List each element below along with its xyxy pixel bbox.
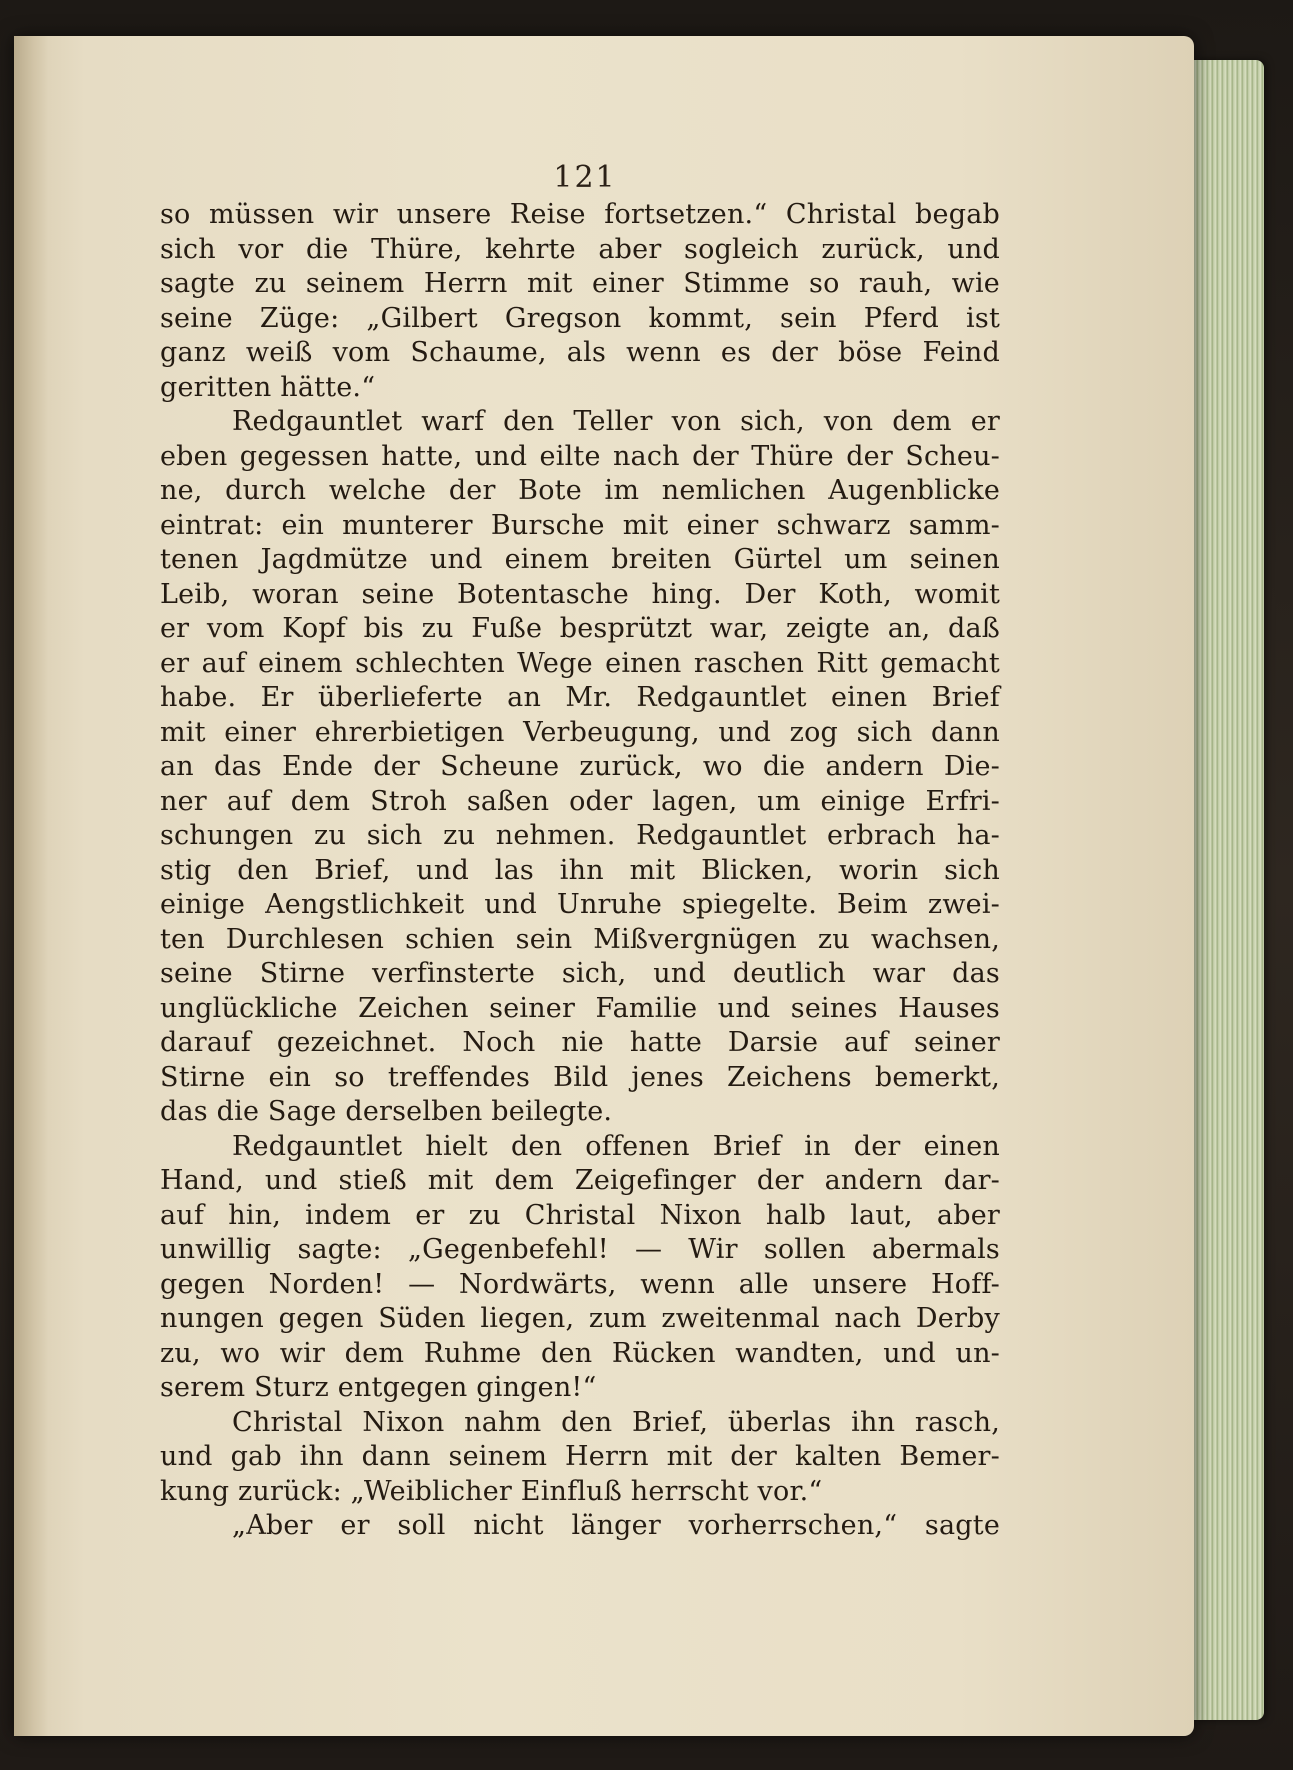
text-line: Hand, und stieß mit dem Zeigefinger der andern dar- xyxy=(160,1165,1000,1196)
text-line: ten Durchlesen schien sein Mißvergnügen zu wachsen, xyxy=(160,923,1000,955)
text-line: er auf einem schlechten Wege einen raschen Ritt gemacht xyxy=(160,647,1000,679)
text-line: Redgauntlet warf den Teller von sich, von dem er xyxy=(232,406,1000,437)
text-line: tenen Jagdmütze und einem breiten Gürtel um seinen xyxy=(160,544,1000,575)
text-line: unwillig sagte: „Gegenbefehl! — Wir sollen abermals xyxy=(160,1234,1000,1265)
text-line: geritten hätte.“ xyxy=(160,371,376,403)
text-line: auf hin, indem er zu Christal Nixon halb laut, aber xyxy=(160,1199,1000,1231)
text-line: gegen Norden! — Nordwärts, wenn alle unsere Hoff- xyxy=(160,1268,1000,1300)
text-line: einige Aengstlichkeit und Unruhe spiegelte. Beim zwei- xyxy=(160,889,1000,920)
text-line: kung zurück: „Weiblicher Einfluß herrscht vor.“ xyxy=(160,1475,823,1507)
text-line: Redgauntlet hielt den offenen Brief in der einen xyxy=(232,1130,1000,1162)
text-line: eintrat: ein munterer Bursche mit einer schwarz samm- xyxy=(160,509,1000,541)
page-text-block xyxy=(160,198,1000,1544)
text-line: ner auf dem Stroh saßen oder lagen, um einige Erfri- xyxy=(160,785,1000,817)
text-line: sich vor die Thüre, kehrte aber sogleich zurück, und xyxy=(160,233,1000,265)
text-line: an das Ende der Scheune zurück, wo die andern Die- xyxy=(160,751,1000,782)
text-line: unglückliche Zeichen seiner Familie und seines Hauses xyxy=(160,992,1000,1024)
text-line: serem Sturz entgegen gingen!“ xyxy=(160,1372,597,1403)
text-line: er vom Kopf bis zu Fuße besprützt war, zeigte an, daß xyxy=(160,613,1000,644)
text-line: seine Züge: „Gilbert Gregson kommt, sein Pferd ist xyxy=(160,302,1000,334)
text-line: Christal Nixon nahm den Brief, überlas ihn rasch, xyxy=(232,1406,1000,1438)
page-number: 121 xyxy=(553,160,617,195)
text-line: das die Sage derselben beilegte. xyxy=(160,1096,613,1127)
text-line: darauf gezeichnet. Noch nie hatte Darsie auf seiner xyxy=(160,1027,1000,1058)
text-line: Stirne ein so treffendes Bild jenes Zeichens bemerkt, xyxy=(160,1061,1000,1093)
text-line: habe. Er überlieferte an Mr. Redgauntlet einen Brief xyxy=(160,682,1000,713)
text-line: ganz weiß vom Schaume, als wenn es der böse Feind xyxy=(160,337,1000,368)
text-line: ne, durch welche der Bote im nemlichen Augenblicke xyxy=(160,475,1000,506)
text-line: zu, wo wir dem Ruhme den Rücken wandten, und un- xyxy=(160,1337,1000,1369)
text-line: und gab ihn dann seinem Herrn mit der kalten Bemer- xyxy=(160,1441,1000,1472)
page-stack-edge xyxy=(1194,60,1264,1720)
text-line: eben gegessen hatte, und eilte nach der Thüre der Scheu- xyxy=(160,440,1000,472)
text-line: so müssen wir unsere Reise fortsetzen.“ Christal begab xyxy=(160,199,1000,230)
text-line: „Aber er soll nicht länger vorherrschen,“ sagte xyxy=(232,1510,1000,1541)
text-line: mit einer ehrerbietigen Verbeugung, und zog sich dann xyxy=(160,716,1000,748)
page-gutter xyxy=(14,36,48,1736)
text-line: nungen gegen Süden liegen, zum zweitenmal nach Derby xyxy=(160,1303,1000,1334)
text-line: sagte zu seinem Herrn mit einer Stimme so rauh, wie xyxy=(160,268,1000,299)
text-line: Leib, woran seine Botentasche hing. Der Koth, womit xyxy=(160,578,1000,610)
text-line: schungen zu sich zu nehmen. Redgauntlet erbrach ha- xyxy=(160,820,1000,851)
text-line: stig den Brief, und las ihn mit Blicken, worin sich xyxy=(160,854,1000,886)
text-line: seine Stirne verfinsterte sich, und deutlich war das xyxy=(160,958,1000,989)
